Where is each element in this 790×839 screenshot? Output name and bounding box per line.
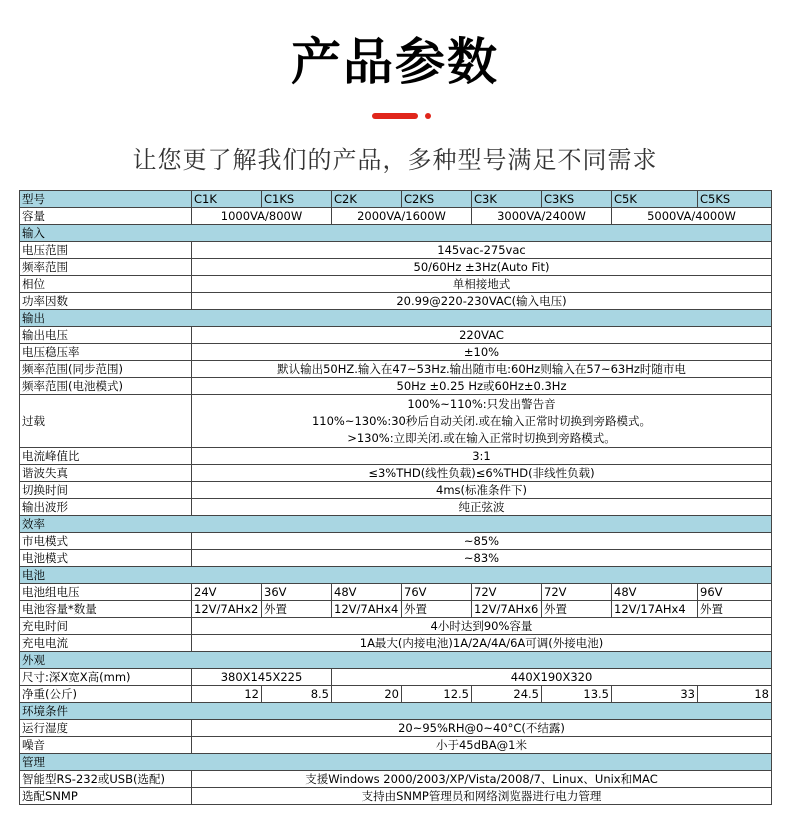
battery-qty-cell: 12V/7AHx2 xyxy=(192,601,262,618)
row-value: 145vac-275vac xyxy=(192,242,772,259)
row-label: 运行湿度 xyxy=(20,720,192,737)
page-title: 产品参数 xyxy=(291,33,499,91)
model-cell: C5K xyxy=(612,191,698,208)
row-value: 1A最大(内接电池)1A/2A/4A/6A可调(外接电池) xyxy=(192,635,772,652)
row-label: 输出波形 xyxy=(20,499,192,516)
row-value: 20~95%RH@0~40°C(不结露) xyxy=(192,720,772,737)
model-label: 型号 xyxy=(20,191,192,208)
section-row xyxy=(20,703,772,720)
row-label: 电流峰值比 xyxy=(20,448,192,465)
battery-qty-cell: 外置 xyxy=(698,601,772,618)
section-row xyxy=(20,310,772,327)
battery-qty-cell: 外置 xyxy=(402,601,472,618)
row-label: 尺寸:深X宽X高(mm) xyxy=(20,669,192,686)
battery-voltage-cell: 48V xyxy=(332,584,402,601)
section-management-title: 管理 xyxy=(20,754,772,771)
row-label: 频率范围 xyxy=(20,259,192,276)
spec-table xyxy=(19,190,772,805)
battery-qty-row xyxy=(20,601,772,618)
battery-voltage-cell: 48V xyxy=(612,584,698,601)
capacity-cell: 1000VA/800W xyxy=(192,208,332,225)
capacity-row xyxy=(20,208,772,225)
row-label: 市电模式 xyxy=(20,533,192,550)
model-cell: C1KS xyxy=(262,191,332,208)
model-cell: C3KS xyxy=(542,191,612,208)
row-value: ~85% xyxy=(192,533,772,550)
section-row xyxy=(20,516,772,533)
weight-cell: 20 xyxy=(332,686,402,703)
overload-line: >130%:立即关闭.或在输入正常时切换到旁路模式。 xyxy=(347,430,616,445)
section-row xyxy=(20,567,772,584)
battery-voltage-cell: 24V xyxy=(192,584,262,601)
row-label: 净重(公斤) xyxy=(20,686,192,703)
row-label: 充电时间 xyxy=(20,618,192,635)
row-label: 频率范围(同步范围) xyxy=(20,361,192,378)
overload-line: 110%~130%:30秒后自动关闭.或在输入正常时切换到旁路模式。 xyxy=(311,413,652,428)
model-cell: C5KS xyxy=(698,191,772,208)
row-value: 50/60Hz ±3Hz(Auto Fit) xyxy=(192,259,772,276)
model-cell: C2K xyxy=(332,191,402,208)
section-physical-title: 外观 xyxy=(20,652,772,669)
dimension-cell: 440X190X320 xyxy=(332,669,772,686)
dimension-cell: 380X145X225 xyxy=(192,669,332,686)
overload-row xyxy=(20,395,772,448)
row-value: 220VAC xyxy=(192,327,772,344)
row-value: ≤3%THD(线性负载)≤6%THD(非线性负载) xyxy=(192,465,772,482)
dimension-row xyxy=(20,669,772,686)
row-value: 4小时达到90%容量 xyxy=(192,618,772,635)
section-row xyxy=(20,754,772,771)
row-value: 20.99@220-230VAC(输入电压) xyxy=(192,293,772,310)
row-value: 3:1 xyxy=(192,448,772,465)
section-environment-title: 环境条件 xyxy=(20,703,772,720)
page-subtitle: 让您更了解我们的产品，多种型号满足不同需求 xyxy=(132,146,658,174)
row-label: 电池组电压 xyxy=(20,584,192,601)
row-label: 谐波失真 xyxy=(20,465,192,482)
battery-voltage-cell: 96V xyxy=(698,584,772,601)
capacity-label: 容量 xyxy=(20,208,192,225)
row-value: 50Hz ±0.25 Hz或60Hz±0.3Hz xyxy=(192,378,772,395)
row-label: 智能型RS-232或USB(选配) xyxy=(20,771,192,788)
battery-qty-cell: 12V/7AHx4 xyxy=(332,601,402,618)
row-label: 电池容量*数量 xyxy=(20,601,192,618)
battery-qty-cell: 外置 xyxy=(542,601,612,618)
battery-voltage-row xyxy=(20,584,772,601)
row-label: 切换时间 xyxy=(20,482,192,499)
battery-voltage-cell: 72V xyxy=(542,584,612,601)
row-label: 电池模式 xyxy=(20,550,192,567)
model-row xyxy=(20,191,772,208)
model-cell: C3K xyxy=(472,191,542,208)
row-value: ~83% xyxy=(192,550,772,567)
section-row xyxy=(20,225,772,242)
overload-line: 100%~110%:只发出警告音 xyxy=(407,396,556,411)
weight-cell: 13.5 xyxy=(542,686,612,703)
row-label: 噪音 xyxy=(20,737,192,754)
battery-voltage-cell: 36V xyxy=(262,584,332,601)
row-label: 电压稳压率 xyxy=(20,344,192,361)
row-label: 选配SNMP xyxy=(20,788,192,805)
section-row xyxy=(20,652,772,669)
section-input-title: 输入 xyxy=(20,225,772,242)
row-label: 相位 xyxy=(20,276,192,293)
weight-cell: 12 xyxy=(192,686,262,703)
section-output-title: 输出 xyxy=(20,310,772,327)
section-efficiency-title: 效率 xyxy=(20,516,772,533)
battery-voltage-cell: 76V xyxy=(402,584,472,601)
battery-voltage-cell: 72V xyxy=(472,584,542,601)
row-value: 4ms(标准条件下) xyxy=(192,482,772,499)
capacity-cell: 5000VA/4000W xyxy=(612,208,772,225)
weight-cell: 33 xyxy=(612,686,698,703)
overload-value xyxy=(192,395,772,448)
row-value: 默认输出50HZ.输入在47~53Hz.输出随市电:60Hz则输入在57~63Hz时随市电 xyxy=(192,361,772,378)
row-value: 支援Windows 2000/2003/XP/Vista/2008/7、Linux、Unix和MAC xyxy=(192,771,772,788)
battery-qty-cell: 外置 xyxy=(262,601,332,618)
row-value: 小于45dBA@1米 xyxy=(192,737,772,754)
row-label: 充电电流 xyxy=(20,635,192,652)
title-underline xyxy=(372,113,418,119)
row-label: 输出电压 xyxy=(20,327,192,344)
capacity-cell: 3000VA/2400W xyxy=(472,208,612,225)
weight-cell: 8.5 xyxy=(262,686,332,703)
weight-cell: 24.5 xyxy=(472,686,542,703)
row-value: ±10% xyxy=(192,344,772,361)
row-value: 纯正弦波 xyxy=(192,499,772,516)
row-label: 电压范围 xyxy=(20,242,192,259)
capacity-cell: 2000VA/1600W xyxy=(332,208,472,225)
section-battery-title: 电池 xyxy=(20,567,772,584)
title-underline-dot xyxy=(425,113,431,119)
weight-row xyxy=(20,686,772,703)
weight-cell: 18 xyxy=(698,686,772,703)
model-cell: C2KS xyxy=(402,191,472,208)
row-label: 功率因数 xyxy=(20,293,192,310)
battery-qty-cell: 12V/17AHx4 xyxy=(612,601,698,618)
battery-qty-cell: 12V/7AHx6 xyxy=(472,601,542,618)
model-cell: C1K xyxy=(192,191,262,208)
row-label: 过载 xyxy=(20,395,192,448)
row-label: 频率范围(电池模式) xyxy=(20,378,192,395)
row-value: 单相接地式 xyxy=(192,276,772,293)
weight-cell: 12.5 xyxy=(402,686,472,703)
row-value: 支持由SNMP管理员和网络浏览器进行电力管理 xyxy=(192,788,772,805)
